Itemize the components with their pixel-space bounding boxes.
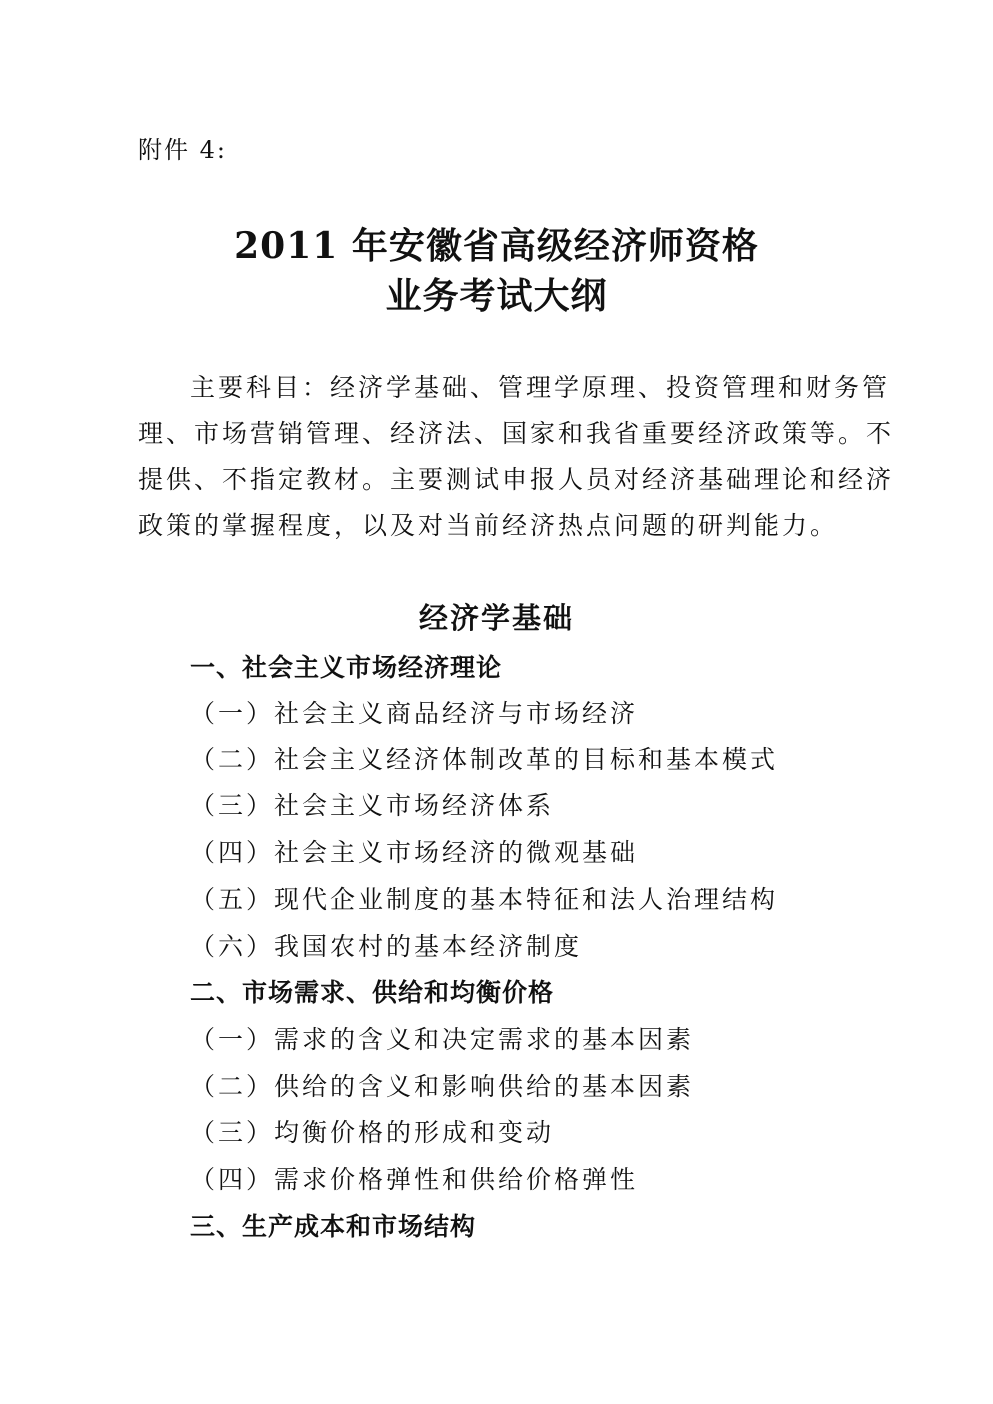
chapter-item: （二）社会主义经济体制改革的目标和基本模式 — [190, 745, 779, 774]
intro-line-2: 理、市场营销管理、经济法、国家和我省重要经济政策等。不 — [138, 419, 895, 448]
intro-line-4: 政策的掌握程度，以及对当前经济热点问题的研判能力。 — [138, 511, 839, 540]
chapter-heading: 一、社会主义市场经济理论 — [190, 653, 503, 682]
chapter-item: （六）我国农村的基本经济制度 — [190, 932, 583, 961]
chapter-item: （五）现代企业制度的基本特征和法人治理结构 — [190, 885, 779, 914]
section-title: 经济学基础 — [418, 601, 574, 635]
chapter-item: （四）需求价格弹性和供给价格弹性 — [190, 1165, 639, 1194]
document-title-line-1: 2011 年安徽省高级经济师资格 — [234, 225, 759, 267]
intro-line-3: 提供、不指定教材。主要测试申报人员对经济基础理论和经济 — [138, 465, 895, 494]
intro-line-1: 主要科目：经济学基础、管理学原理、投资管理和财务管 — [190, 373, 891, 402]
chapter-item: （三）社会主义市场经济体系 — [190, 791, 555, 820]
chapter-item: （四）社会主义市场经济的微观基础 — [190, 838, 639, 867]
chapter-item: （三）均衡价格的形成和变动 — [190, 1118, 555, 1147]
chapter-item: （一）需求的含义和决定需求的基本因素 — [190, 1025, 695, 1054]
document-title-line-2: 业务考试大纲 — [385, 275, 608, 317]
chapter-heading: 二、市场需求、供给和均衡价格 — [190, 978, 555, 1007]
chapter-item: （二）供给的含义和影响供给的基本因素 — [190, 1072, 695, 1101]
chapter-item: （一）社会主义商品经济与市场经济 — [190, 699, 639, 728]
chapter-heading: 三、生产成本和市场结构 — [190, 1212, 477, 1241]
attachment-label: 附件 4: — [138, 136, 227, 164]
